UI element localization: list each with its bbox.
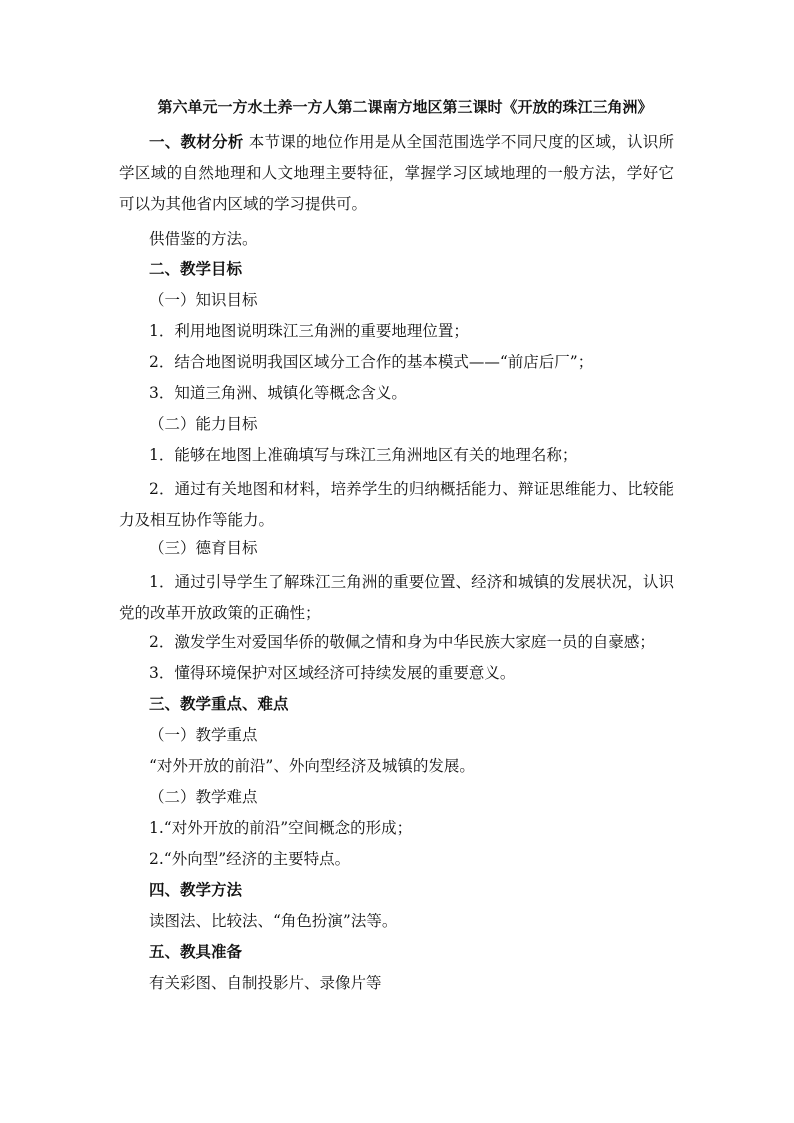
section5-heading: 五、教具准备 — [149, 942, 243, 961]
moral-heading: （三）德育目标 — [149, 539, 258, 557]
difficult-item-1: 1.“对外开放的前沿”空间概念的形成； — [149, 819, 413, 837]
knowledge-item-2: 2．结合地图说明我国区域分工合作的基本模式——“前店后厂”； — [149, 353, 594, 371]
document-title: 第六单元一方水土养一方人第二课南方地区第三课时《开放的珠江三角洲》 — [157, 98, 653, 116]
section3-heading: 三、教学重点、难点 — [149, 694, 289, 713]
key-heading: （一）教学重点 — [149, 726, 258, 744]
section1-text: 本节课的地位作用是从全国范围选学不同尺度的区域，认识所学区域的自然地理和人文地理主要特征，掌握学习区域地理的一般方法，学好它可以为其他省内区域的学习提供可。 — [119, 133, 674, 213]
difficult-heading: （二）教学难点 — [149, 788, 258, 806]
section1-paragraph — [119, 126, 674, 220]
knowledge-heading: （一）知识目标 — [149, 291, 258, 309]
ability-item-1: 1．能够在地图上准确填写与珠江三角洲地区有关的地理名称； — [149, 446, 578, 464]
knowledge-item-1: 1．利用地图说明珠江三角洲的重要地理位置； — [149, 322, 469, 340]
section4-text: 读图法、比较法、“角色扮演”法等。 — [149, 912, 398, 930]
section2-heading: 二、教学目标 — [149, 259, 243, 278]
moral-item-2: 2．激发学生对爱国华侨的敬佩之情和身为中华民族大家庭一员的自豪感； — [149, 633, 655, 651]
key-text: “对外开放的前沿”、外向型经济及城镇的发展。 — [149, 757, 475, 775]
ability-heading: （二）能力目标 — [149, 415, 258, 433]
section1-continuation: 供借鉴的方法。 — [149, 230, 258, 248]
section1-heading: 一、教材分析 — [149, 132, 244, 151]
knowledge-item-3: 3．知道三角洲、城镇化等概念含义。 — [149, 384, 407, 402]
difficult-item-2: 2.“外向型”经济的主要特点。 — [149, 850, 351, 868]
moral-item-1: 1．通过引导学生了解珠江三角洲的重要位置、经济和城镇的发展状况，认识党的改革开放政策的正确性； — [119, 573, 674, 622]
ability-item-2: 2．通过有关地图和材料，培养学生的归纳概括能力、辩证思维能力、比较能力及相互协作等能力。 — [119, 480, 674, 529]
moral-item-3: 3．懂得环境保护对区域经济可持续发展的重要意义。 — [149, 664, 516, 682]
section4-heading: 四、教学方法 — [149, 880, 243, 899]
section5-text: 有关彩图、自制投影片、录像片等 — [149, 974, 382, 992]
